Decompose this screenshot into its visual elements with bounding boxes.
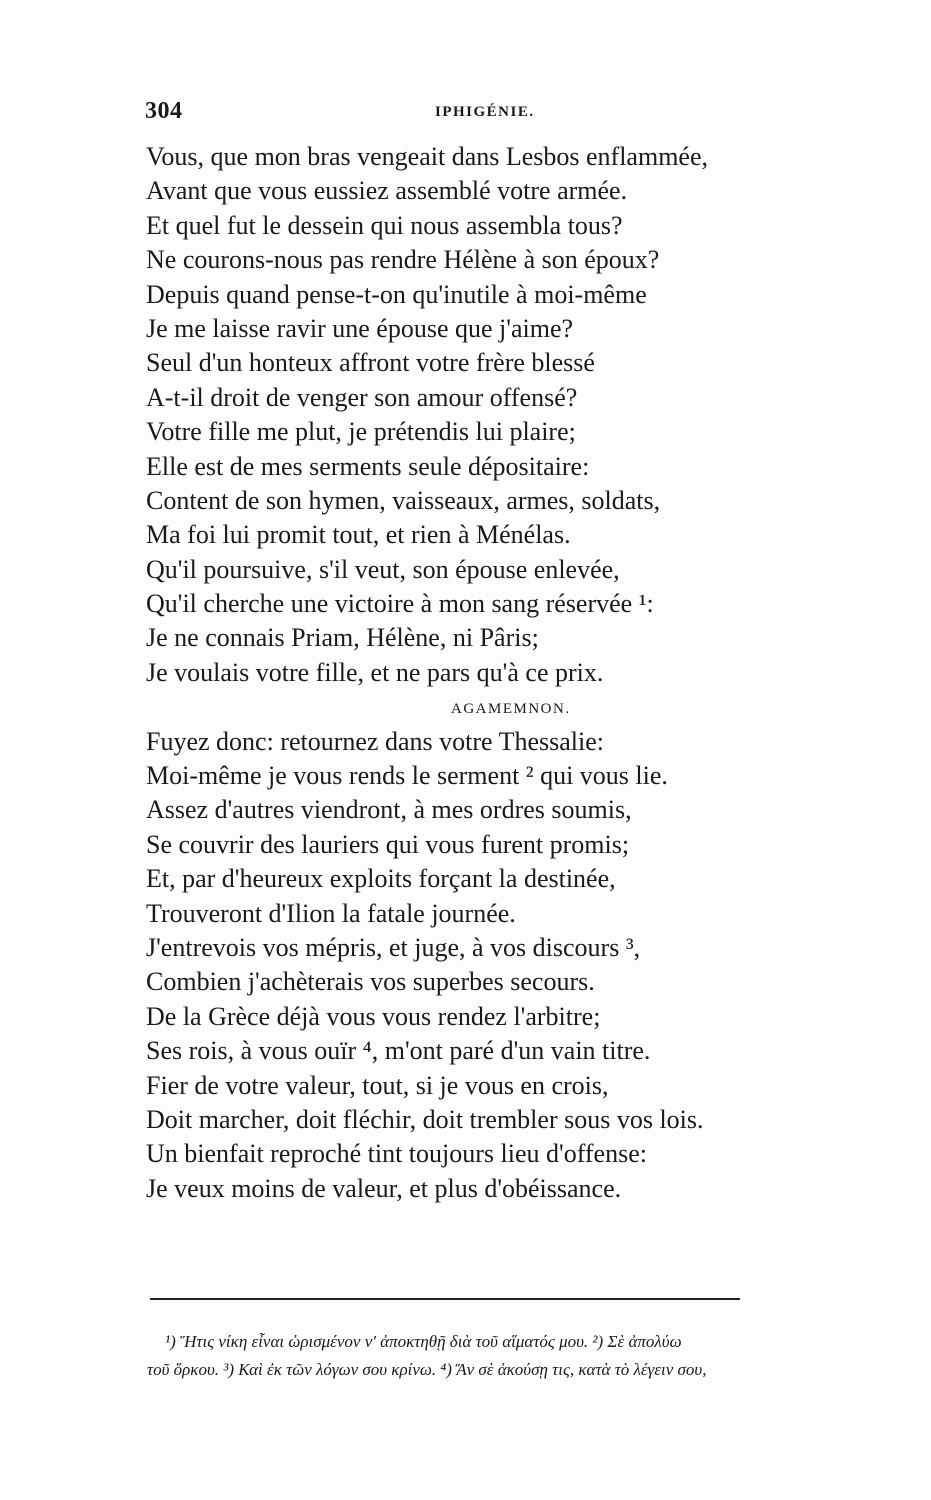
page-header	[145, 98, 785, 128]
verse-line: Je ne connais Priam, Hélène, ni Pâris;	[146, 623, 539, 653]
verse-line: Seul d'un honteux affront votre frère blessé	[146, 348, 595, 378]
verse-line: Je voulais votre fille, et ne pars qu'à ce prix.	[146, 657, 604, 687]
footnote-divider	[150, 1298, 740, 1300]
verse-line: Avant que vous eussiez assemblé votre armée.	[146, 176, 628, 206]
verse-line: J'entrevois vos mépris, et juge, à vos discours ³,	[146, 932, 641, 962]
verse-line: Et quel fut le dessein qui nous assembla tous?	[146, 210, 623, 240]
running-title: IPHIGÉNIE.	[435, 104, 535, 120]
verse-line: Moi-même je vous rends le serment ² qui vous lie.	[146, 761, 668, 791]
verse-line: Un bienfait reproché tint toujours lieu d'offense:	[146, 1139, 647, 1169]
verse-line: De la Grèce déjà vous vous rendez l'arbitre;	[146, 1001, 601, 1031]
verse-line: Content de son hymen, vaisseaux, armes, soldats,	[146, 485, 661, 515]
footnotes	[147, 1328, 905, 1384]
verse-line: Ses rois, à vous ouïr ⁴, m'ont paré d'un vain titre.	[146, 1036, 651, 1066]
verse-line: Se couvrir des lauriers qui vous furent promis;	[146, 829, 630, 859]
verse-line: Ma foi lui promit tout, et rien à Ménélas.	[146, 520, 571, 550]
speaker-name: AGAMEMNON.	[451, 701, 571, 718]
footnote-line: τοῦ ὅρκου. ³) Καὶ ἐκ τῶν λόγων σου κρίνω. ⁴) Ἄν σὲ ἀκούσῃ τις, κατὰ τὸ λέγειν σου,	[147, 1360, 707, 1379]
verse-line: Vous, que mon bras vengeait dans Lesbos enflammée,	[146, 142, 708, 171]
verse-line: Trouveront d'Ilion la fatale journée.	[146, 898, 516, 928]
verse-line: Je me laisse ravir une épouse que j'aime?	[146, 313, 574, 343]
verse-line: Qu'il poursuive, s'il veut, son épouse enlevée,	[146, 554, 620, 584]
footnote-line: ¹) Ἥτις νίκη εἶναι ὡρισμένον ν' ἀποκτηθῇ διὰ τοῦ αἵματός μου. ²) Σὲ ἀπολύω	[165, 1332, 682, 1351]
verse-line: Assez d'autres viendront, à mes ordres soumis,	[146, 795, 632, 825]
verse-line: Ne courons-nous pas rendre Hélène à son époux?	[146, 245, 660, 275]
verse-line: Combien j'achèterais vos superbes secours.	[146, 967, 595, 997]
verse-line: Fuyez donc: retournez dans votre Thessalie:	[146, 726, 604, 756]
verse-line: A-t-il droit de venger son amour offensé?	[146, 382, 578, 412]
verse-line: Votre fille me plut, je prétendis lui plaire;	[146, 417, 576, 447]
verse-line: Et, par d'heureux exploits forçant la destinée,	[146, 864, 616, 894]
verse-line: Depuis quand pense-t-on qu'inutile à moi-même	[146, 279, 647, 309]
verse-line: Je veux moins de valeur, et plus d'obéissance.	[146, 1173, 622, 1203]
verse-block	[146, 140, 846, 1206]
verse-line: Doit marcher, doit fléchir, doit trembler sous vos lois.	[146, 1104, 704, 1134]
page-number: 304	[145, 98, 183, 124]
verse-line: Qu'il cherche une victoire à mon sang réservée ¹:	[146, 589, 654, 619]
verse-line: Fier de votre valeur, tout, si je vous en crois,	[146, 1070, 609, 1100]
verse-line: Elle est de mes serments seule dépositaire:	[146, 451, 590, 481]
